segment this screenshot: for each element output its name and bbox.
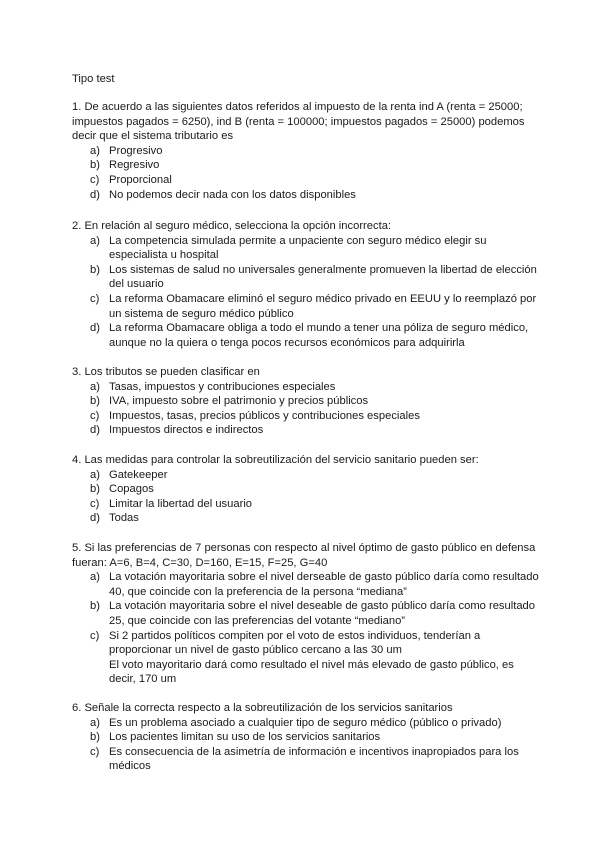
option-d [72, 321, 542, 350]
option-c [72, 173, 542, 188]
option-label: b) [90, 395, 100, 408]
question-2 [72, 219, 542, 350]
option-c [72, 497, 542, 512]
option-text: No podemos decir nada con los datos disponibles [109, 188, 356, 201]
option-d [72, 658, 542, 687]
question-stem: 4. Las medidas para controlar la sobreutilización del servicio sanitario pueden ser: [72, 454, 479, 466]
option-text: La reforma Obamacare eliminó el seguro médico privado en EEUU y lo reemplazó por un sistema de seguro médico público [109, 292, 537, 320]
option-a [72, 716, 542, 731]
option-text: Los pacientes limitan su uso de los servicios sanitarios [109, 731, 381, 744]
option-label: a) [90, 144, 100, 157]
option-label: c) [90, 745, 100, 758]
question-1 [72, 100, 542, 202]
option-text: Limitar la libertad del usuario [109, 497, 253, 510]
option-text: Los sistemas de salud no universales generalmente promueven la libertad de elección del usuario [109, 263, 537, 291]
option-label: b) [90, 159, 100, 172]
question-3 [72, 365, 542, 438]
option-text: La reforma Obamacare obliga a todo el mundo a tener una póliza de seguro médico, aunque no la quiera o tenga pocos recursos económicos para adquirirla [109, 322, 529, 349]
option-text: Impuestos directos e indirectos [109, 424, 264, 437]
option-label: a) [90, 380, 100, 393]
option-text: La competencia simulada permite a unpaciente con seguro médico elegir su especialista u hospital [109, 234, 487, 262]
option-label: b) [90, 263, 100, 276]
options-list [72, 716, 542, 774]
option-a [72, 144, 542, 159]
document-title: Tipo test [72, 73, 115, 85]
options-list [72, 144, 542, 202]
option-c [72, 409, 542, 424]
question-stem: 6. Señale la correcta respecto a la sobreutilización de los servicios sanitarios [72, 702, 453, 714]
options-list [72, 234, 542, 351]
option-label: a) [90, 468, 100, 481]
option-text: Todas [109, 512, 139, 525]
question-stem: 5. Si las preferencias de 7 personas con respecto al nivel óptimo de gasto público en defensa fueran: A=6, B=4, C=30, D=160, E=15, F=25, G=40 [72, 542, 536, 569]
option-a [72, 380, 542, 395]
option-text: Si 2 partidos políticos compiten por el voto de estos individuos, tenderían a proporcionar un nivel de gasto público cercano a las 30 um [109, 629, 481, 657]
option-text: Es consecuencia de la asimetría de información e incentivos inapropiados para los médicos [109, 745, 519, 773]
option-text: El voto mayoritario dará como resultado el nivel más elevado de gasto público, es decir, 170 um [109, 658, 514, 686]
option-d [72, 423, 542, 438]
option-c [72, 745, 542, 774]
option-label: a) [90, 571, 100, 584]
option-text: Es un problema asociado a cualquier tipo de seguro médico (público o privado) [109, 716, 502, 729]
option-text: Proporcional [109, 173, 172, 186]
option-label: d) [90, 512, 100, 525]
option-b [72, 730, 542, 745]
option-text: La votación mayoritaria sobre el nivel deseable de gasto público daría como resultado 25, que coincide con las preferencias del votante “mediano” [109, 600, 535, 627]
option-d [72, 188, 542, 203]
option-label: b) [90, 483, 100, 496]
option-text: Regresivo [109, 159, 160, 172]
question-6 [72, 701, 542, 774]
option-b [72, 394, 542, 409]
option-a [72, 234, 542, 263]
option-c [72, 292, 542, 321]
question-stem: 1. De acuerdo a las siguientes datos referidos al impuesto de la renta ind A (renta = 25000; impuestos pagados = 6250), ind B (renta = 100000; impuestos pagados = 25000) podemos decir que el sistema tributario es [72, 101, 525, 143]
option-label: d) [90, 188, 100, 201]
option-label: c) [90, 497, 100, 510]
option-text: Gatekeeper [109, 468, 168, 481]
option-text: Copagos [109, 483, 154, 496]
option-label: c) [90, 629, 100, 642]
question-5 [72, 541, 542, 687]
option-label: b) [90, 731, 100, 744]
option-label: d) [90, 424, 100, 437]
option-label: a) [90, 716, 100, 729]
option-text: Tasas, impuestos y contribuciones especiales [109, 380, 336, 393]
option-text: La votación mayoritaria sobre el nivel derseable de gasto público daría como resultado 40, que coincide con la preferencia de la persona “mediana” [109, 571, 539, 598]
option-a [72, 570, 542, 599]
option-text: Progresivo [109, 144, 163, 157]
question-stem: 3. Los tributos se pueden clasificar en [72, 366, 260, 378]
question-stem: 2. En relación al seguro médico, selecciona la opción incorrecta: [72, 220, 392, 232]
option-b [72, 263, 542, 292]
option-c [72, 629, 542, 658]
option-text: IVA, impuesto sobre el patrimonio y precios públicos [109, 395, 369, 408]
option-b [72, 482, 542, 497]
option-label: a) [90, 234, 100, 247]
options-list [72, 570, 542, 687]
question-4 [72, 453, 542, 526]
option-b [72, 599, 542, 628]
option-label: c) [90, 292, 100, 305]
option-d [72, 511, 542, 526]
option-text: Impuestos, tasas, precios públicos y contribuciones especiales [109, 409, 420, 422]
option-label: d) [90, 322, 100, 335]
option-label: b) [90, 600, 100, 613]
option-a [72, 468, 542, 483]
option-b [72, 158, 542, 173]
options-list [72, 380, 542, 438]
option-label: c) [90, 173, 100, 186]
option-label: c) [90, 409, 100, 422]
options-list [72, 468, 542, 526]
